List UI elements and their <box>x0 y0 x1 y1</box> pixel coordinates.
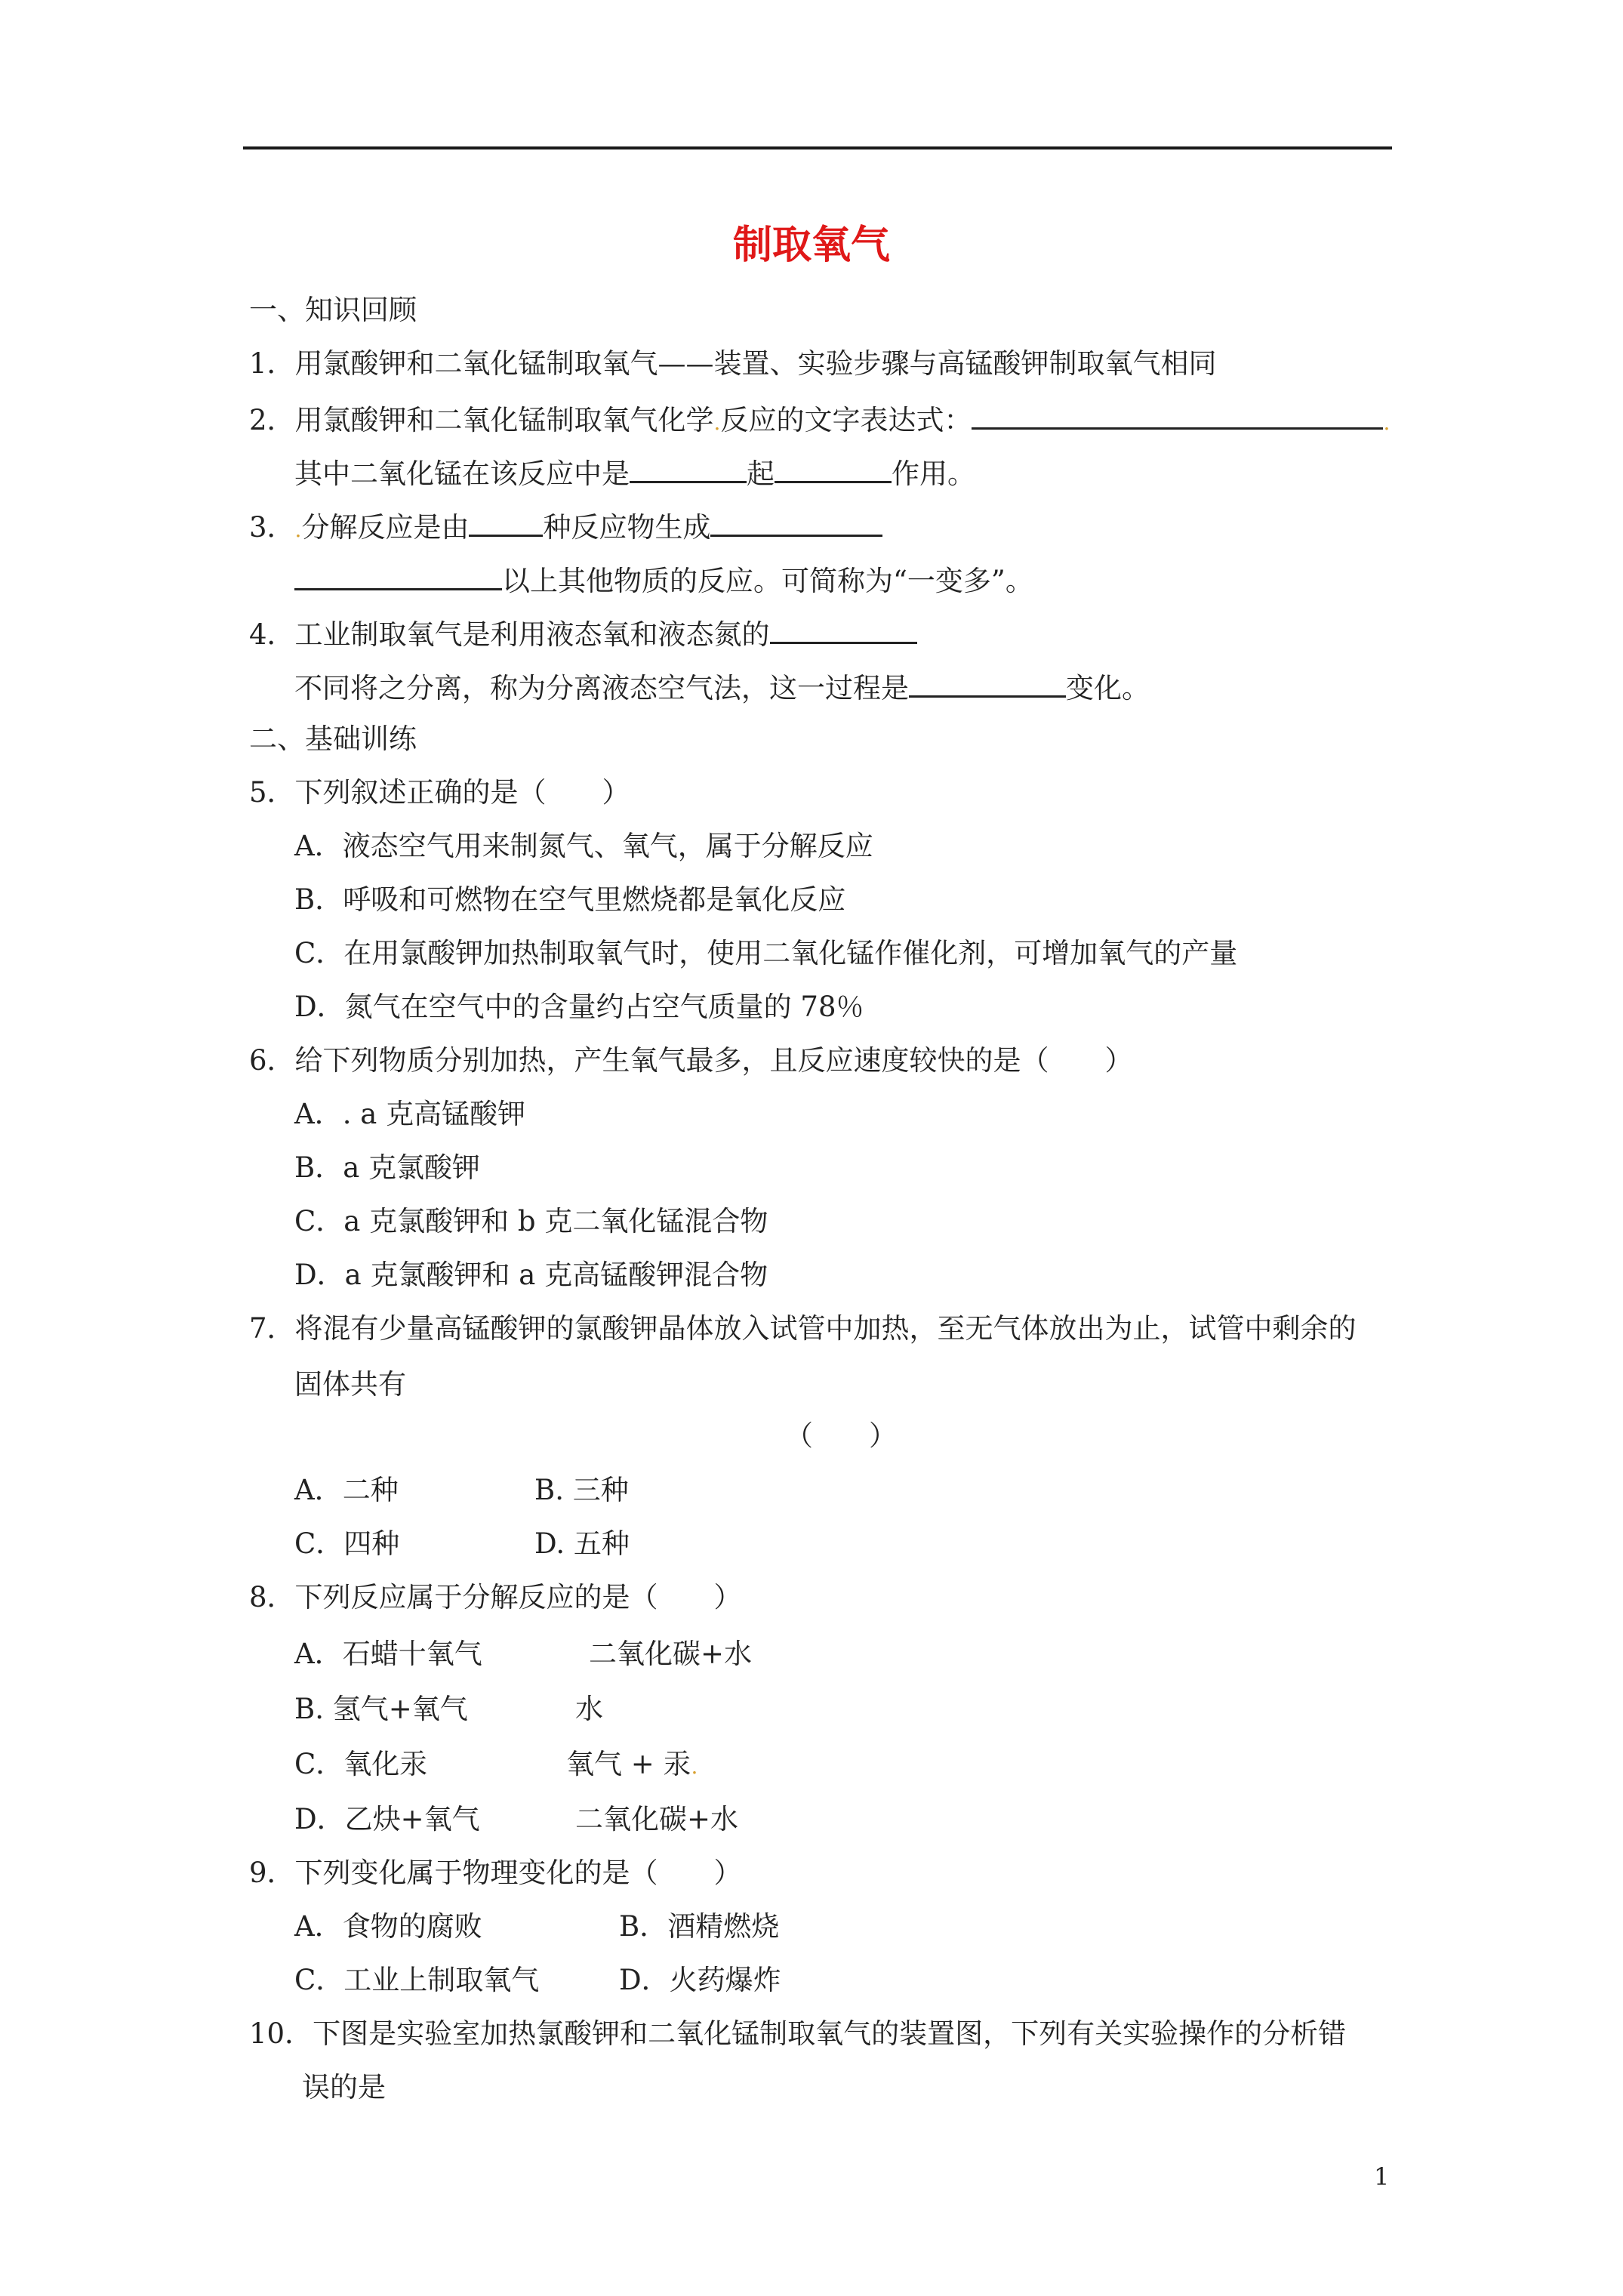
option-5a: A．液态空气用来制氮气、氧气，属于分解反应 <box>294 830 873 862</box>
option-5b: B．呼吸和可燃物在空气里燃烧都是氧化反应 <box>294 883 846 916</box>
option-9d: D．火药爆炸 <box>619 1964 781 1996</box>
page-title: 制取氧气 <box>732 223 890 268</box>
answer-blank[interactable] <box>710 510 882 537</box>
question-2-line-2: 其中二氧化锰在该反应中是 起 作用。 <box>294 458 975 490</box>
option-5d: D．氮气在空气中的含量约占空气质量的 78％ <box>294 991 864 1023</box>
answer-blank[interactable] <box>469 510 543 537</box>
question-7: 7．将混有少量高锰酸钾的氯酸钾晶体放入试管中加热，至无气体放出为止，试管中剩余的 <box>249 1312 1357 1345</box>
question-1: 1．用氯酸钾和二氧化锰制取氧气——装置、实验步骤与高锰酸钾制取氧气相同 <box>249 347 1217 380</box>
option-8b-products: 水 <box>575 1693 603 1725</box>
option-9a: A．食物的腐败 <box>294 1910 482 1943</box>
option-8d-products: 二氧化碳+水 <box>575 1803 739 1835</box>
option-9b: B．酒精燃烧 <box>619 1910 780 1943</box>
option-8b-reactants: B. 氢气+氧气 <box>294 1693 468 1725</box>
question-7-line-2: 固体共有 <box>294 1368 406 1401</box>
option-6d: D．a 克氯酸钾和 a 克高锰酸钾混合物 <box>294 1259 768 1291</box>
page-number: 1 <box>1374 2162 1390 2191</box>
option-9c: C．工业上制取氧气 <box>294 1964 540 1996</box>
answer-blank[interactable] <box>294 564 502 590</box>
question-6: 6．给下列物质分别加热，产生氧气最多，且反应速度较快的是（ ） <box>249 1044 1133 1077</box>
header-rule <box>243 146 1392 149</box>
section-heading-training: 二、基础训练 <box>249 723 417 755</box>
answer-blank[interactable] <box>972 403 1383 430</box>
question-3: 3．.分解反应是由 种反应物生成 <box>249 510 882 541</box>
question-10-line-2: 误的是 <box>302 2071 386 2103</box>
question-5: 5．下列叙述正确的是（ ） <box>249 776 630 809</box>
option-7a: A．二种 <box>294 1474 399 1506</box>
option-8a-products: 二氧化碳+水 <box>589 1638 753 1670</box>
option-8a-reactants: A．石蜡十氧气 <box>294 1638 482 1670</box>
answer-paren: （ ） <box>785 1419 897 1452</box>
question-2: 2．用氯酸钾和二氧化锰制取氧气化学.反应的文字表达式： . <box>249 404 1390 436</box>
answer-blank[interactable] <box>770 618 917 644</box>
option-7d: D. 五种 <box>534 1527 630 1560</box>
question-9: 9．下列变化属于物理变化的是（ ） <box>249 1857 742 1889</box>
option-6a: A．. a 克高锰酸钾 <box>294 1098 526 1130</box>
answer-blank[interactable] <box>909 671 1066 698</box>
question-8: 8．下列反应属于分解反应的是（ ） <box>249 1581 742 1613</box>
answer-blank[interactable] <box>630 457 747 483</box>
answer-blank[interactable] <box>775 457 892 483</box>
option-7b: B. 三种 <box>534 1474 629 1506</box>
question-4: 4．工业制取氧气是利用液态氧和液态氮的 <box>249 618 917 649</box>
question-3-line-2: 以上其他物质的反应。可简称为“一变多”。 <box>294 564 1033 595</box>
option-8d-reactants: D．乙炔+氧气 <box>294 1803 480 1835</box>
question-4-line-2: 不同将之分离，称为分离液态空气法，这一过程是 变化。 <box>294 672 1150 704</box>
option-6b: B．a 克氯酸钾 <box>294 1151 481 1184</box>
option-8c-products: 氧气 + 汞. <box>566 1748 698 1780</box>
option-6c: C．a 克氯酸钾和 b 克二氧化锰混合物 <box>294 1205 768 1237</box>
question-10: 10．下图是实验室加热氯酸钾和二氧化锰制取氧气的装置图，下列有关实验操作的分析错 <box>249 2017 1347 2050</box>
option-8c-reactants: C．氧化汞 <box>294 1748 428 1780</box>
option-5c: C．在用氯酸钾加热制取氧气时，使用二氧化锰作催化剂，可增加氧气的产量 <box>294 937 1238 969</box>
option-7c: C．四种 <box>294 1527 400 1560</box>
section-heading-review: 一、知识回顾 <box>249 294 417 326</box>
